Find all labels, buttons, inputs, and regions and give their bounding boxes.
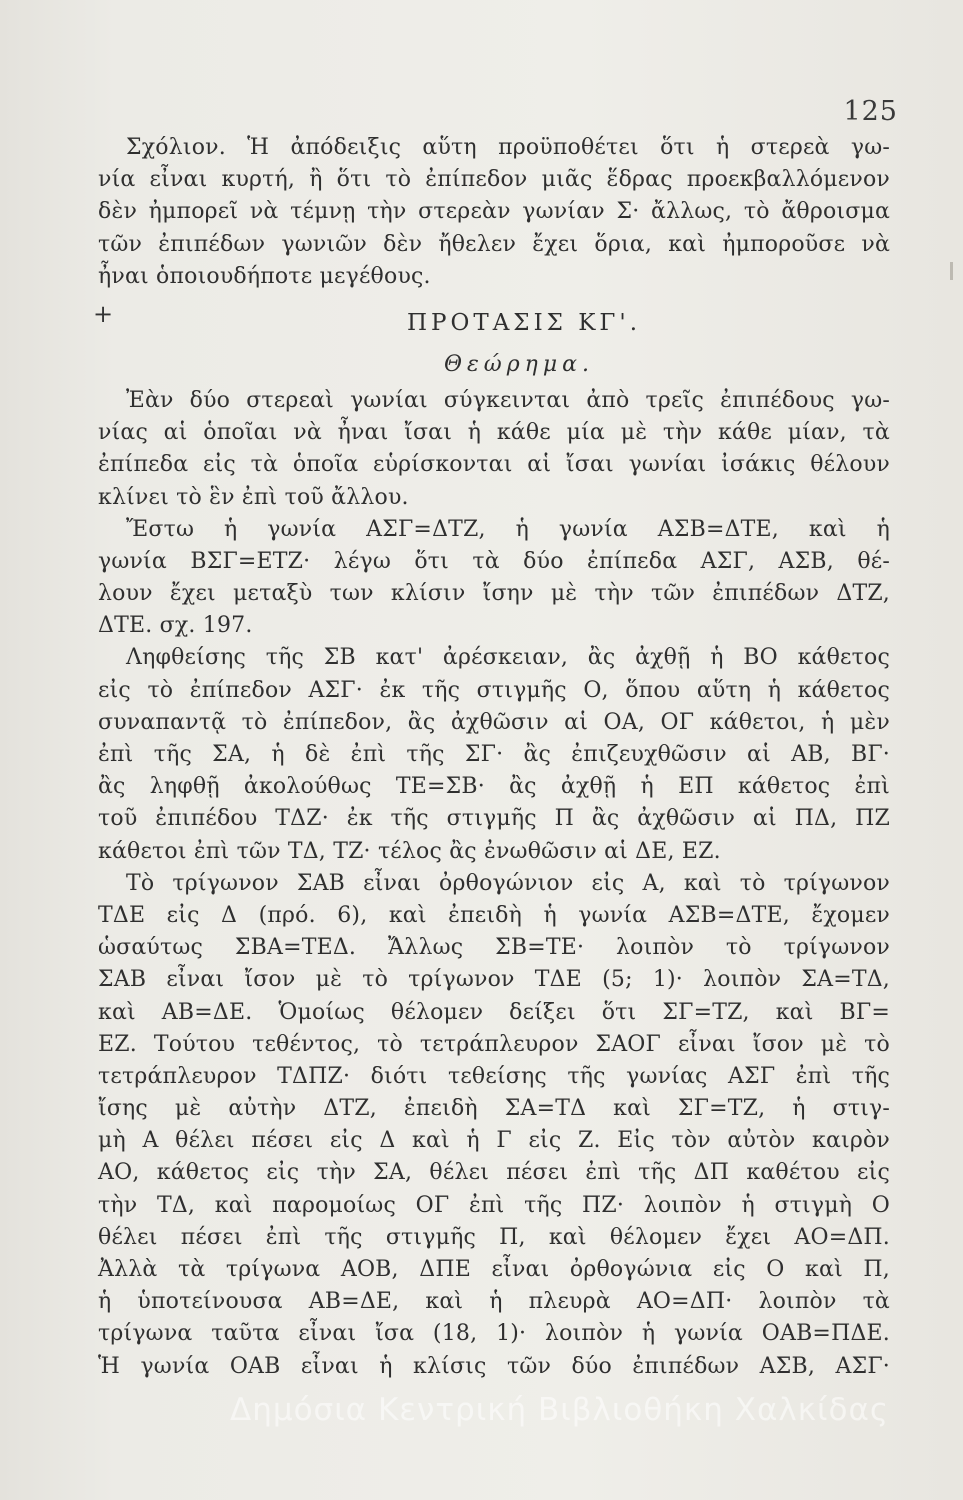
body-line: τὴν ΤΔ, καὶ παρομοίως ΟΓ ἐπὶ τῆς ΠΖ· λοιπὸν ἡ στιγμὴ Ο	[98, 1192, 890, 1218]
margin-cross-mark: +	[93, 300, 114, 328]
body-line: ΤΔΕ εἰς Δ (πρό. 6), καὶ ἐπειδὴ ἡ γωνία ΑΣΒ=ΔΤΕ, ἔχομεν	[98, 902, 890, 928]
scholion-line: δὲν ἠμπορεῖ νὰ τέμνῃ τὴν στερεὰν γωνίαν Σ· ἄλλως, τὸ ἄθροισμα	[98, 199, 890, 225]
page-number: 125	[843, 96, 898, 127]
setup-paragraph	[98, 514, 890, 643]
scholion-line: Σχόλιον. Ἡ ἀπόδειξις αὕτη προϋποθέτει ὅτι ἡ στερεὰ γω-	[126, 135, 890, 160]
body-line: ὡσαύτως ΣΒΑ=ΤΕΔ. Ἄλλως ΣΒ=ΤΕ· λοιπὸν τὸ τρίγωνον	[98, 935, 890, 961]
body-line: μὴ Α θέλει πέσει εἰς Δ καὶ ἡ Γ εἰς Ζ. Εἰς τὸν αὐτὸν καιρὸν	[98, 1128, 890, 1154]
body-line: τρίγωνα ταῦτα εἶναι ἴσα (18, 1)· λοιπὸν ἡ γωνία ΟΑΒ=ΠΔΕ.	[98, 1321, 890, 1347]
body-line: θέλει πέσει ἐπὶ τῆς στιγμῆς Π, καὶ θέλομεν ἔχει ΑΟ=ΔΠ.	[98, 1224, 890, 1250]
body-line: κλίνει τὸ ἓν ἐπὶ τοῦ ἄλλου.	[98, 484, 409, 510]
construction-paragraph	[98, 642, 890, 867]
body-line: εἰς τὸ ἐπίπεδον ΑΣΓ· ἐκ τῆς στιγμῆς Ο, ὅπου αὕτη ἡ κάθετος	[98, 677, 890, 703]
body-line: Ἀλλὰ τὰ τρίγωνα ΑΟΒ, ΔΠΕ εἶναι ὀρθογώνια εἰς Ο καὶ Π,	[98, 1257, 890, 1282]
scholion-line: νία εἶναι κυρτή, ἢ ὅτι τὸ ἐπίπεδον μιᾶς ἕδρας προεκβαλλόμενον	[98, 167, 890, 193]
body-line: καὶ ΑΒ=ΔΕ. Ὁμοίως θέλομεν δείξει ὅτι ΣΓ=ΤΖ, καὶ ΒΓ=	[98, 999, 890, 1025]
body-line: Ἔστω ἡ γωνία ΑΣΓ=ΔΤΖ, ἡ γωνία ΑΣΒ=ΔΤΕ, καὶ ἡ	[126, 516, 890, 542]
library-watermark: Δημόσια Κεντρική Βιβλιοθήκη Χαλκίδας	[230, 1392, 890, 1428]
scholion-paragraph	[98, 132, 890, 293]
scholion-line: ἦναι ὁποιουδήποτε μεγέθους.	[98, 263, 431, 289]
body-line: νίας αἱ ὁποῖαι νὰ ἦναι ἴσαι ἡ κάθε μία μὲ τὴν κάθε μίαν, τὰ	[98, 420, 890, 446]
body-line: λουν ἔχει μεταξὺ των κλίσιν ἴσην μὲ τὴν τῶν ἐπιπέδων ΔΤΖ,	[98, 581, 890, 607]
body-line: ΕΖ. Τούτου τεθέντος, τὸ τετράπλευρον ΣΑΟΓ εἶναι ἴσον μὲ τὸ	[98, 1031, 890, 1057]
page-edge-mark	[950, 262, 953, 280]
body-line: ἐπίπεδα εἰς τὰ ὁποῖα εὑρίσκονται αἱ ἴσαι γωνίαι ἰσάκις θέλουν	[98, 452, 890, 478]
body-line: ΑΟ, κάθετος εἰς τὴν ΣΑ, θέλει πέσει ἐπὶ τῆς ΔΠ καθέτου εἰς	[98, 1160, 890, 1186]
body-line: Τὸ τρίγωνον ΣΑΒ εἶναι ὀρθογώνιον εἰς Α, καὶ τὸ τρίγωνον	[126, 870, 890, 896]
body-line: τοῦ ἐπιπέδου ΤΔΖ· ἐκ τῆς στιγμῆς Π ἂς ἀχθῶσιν αἱ ΠΔ, ΠΖ	[98, 806, 890, 832]
body-line: συναπαντᾷ τὸ ἐπίπεδον, ἂς ἀχθῶσιν αἱ ΟΑ, ΟΓ κάθετοι, ἡ μὲν	[98, 709, 890, 735]
theorem-statement	[98, 385, 890, 514]
body-line: Ἡ γωνία ΟΑΒ εἶναι ἡ κλίσις τῶν δύο ἐπιπέδων ΑΣΒ, ΑΣΓ·	[98, 1353, 890, 1379]
proposition-subtitle: Θεώρημα.	[443, 351, 595, 377]
body-line: Ἐὰν δύο στερεαὶ γωνίαι σύγκεινται ἀπὸ τρεῖς ἐπιπέδους γω-	[126, 387, 890, 413]
body-line: Ληφθείσης τῆς ΣΒ κατ' ἀρέσκειαν, ἂς ἀχθῇ ἡ ΒΟ κάθετος	[126, 645, 890, 671]
body-line: κάθετοι ἐπὶ τῶν ΤΔ, ΤΖ· τέλος ἂς ἐνωθῶσιν αἱ ΔΕ, ΕΖ.	[98, 838, 721, 864]
proposition-title: ΠΡΟΤΑΣΙΣ ΚΓ'.	[406, 309, 642, 336]
body-line: ἂς ληφθῇ ἀκολούθως ΤΕ=ΣΒ· ἂς ἀχθῇ ἡ ΕΠ κάθετος ἐπὶ	[98, 774, 890, 800]
body-line: ἐπὶ τῆς ΣΑ, ἡ δὲ ἐπὶ τῆς ΣΓ· ἂς ἐπιζευχθῶσιν αἱ ΑΒ, ΒΓ·	[98, 742, 890, 767]
body-line: ἴσης μὲ αὐτὴν ΔΤΖ, ἐπειδὴ ΣΑ=ΤΔ καὶ ΣΓ=ΤΖ, ἡ στιγ-	[98, 1096, 890, 1122]
page-text-block	[98, 132, 890, 1383]
body-line: τετράπλευρον ΤΔΠΖ· διότι τεθείσης τῆς γωνίας ΑΣΓ ἐπὶ τῆς	[98, 1063, 890, 1089]
body-line: ΔΤΕ. σχ. 197.	[98, 613, 253, 639]
body-line: ΣΑΒ εἶναι ἴσον μὲ τὸ τρίγωνον ΤΔΕ (5; 1)· λοιπὸν ΣΑ=ΤΔ,	[98, 967, 890, 993]
scholion-line: τῶν ἐπιπέδων γωνιῶν δὲν ἤθελεν ἔχει ὅρια, καὶ ἠμποροῦσε νὰ	[98, 231, 890, 257]
proof-paragraph	[98, 868, 890, 1383]
body-line: γωνία ΒΣΓ=ΕΤΖ· λέγω ὅτι τὰ δύο ἐπίπεδα ΑΣΓ, ΑΣΒ, θέ-	[98, 548, 890, 574]
body-line: ἡ ὑποτείνουσα ΑΒ=ΔΕ, καὶ ἡ πλευρὰ ΑΟ=ΔΠ· λοιπὸν τὰ	[98, 1289, 890, 1315]
